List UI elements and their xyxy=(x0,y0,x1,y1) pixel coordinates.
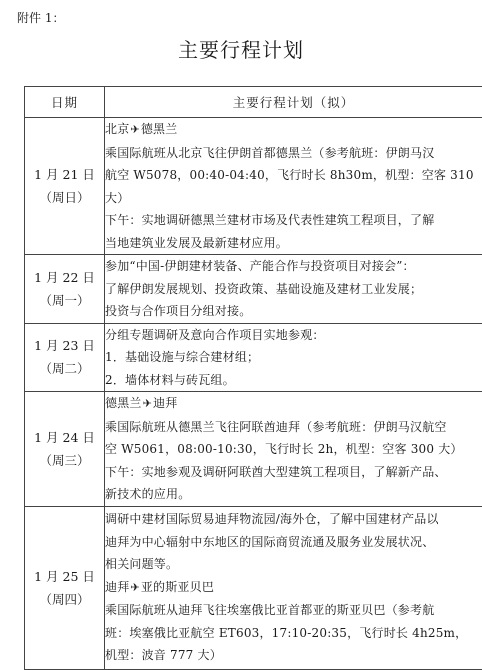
plan-cell xyxy=(105,255,482,324)
plan-line: 班：埃塞俄比亚航空 ET603，17:10-20:35，飞行时长 4h25m， xyxy=(105,622,482,645)
airplane-icon: ✈ xyxy=(130,577,139,600)
plan-line: 乘国际航班从德黑兰飞往阿联酋迪拜（参考航班：伊朗马汉航空 xyxy=(105,416,482,439)
table-row xyxy=(25,118,482,255)
plan-line: 2．墙体材料与砖瓦组。 xyxy=(105,369,482,392)
plan-line: 1．基础设施与综合建材组； xyxy=(105,346,482,369)
plan-cell xyxy=(105,506,482,669)
route-to: 德黑兰 xyxy=(141,122,178,136)
plan-line: 下午：实地调研德黑兰建材市场及代表性建筑工程项目，了解 xyxy=(105,209,482,232)
airplane-icon: ✈ xyxy=(130,119,139,142)
plan-line: 乘国际航班从迪拜飞往埃塞俄比亚首都亚的斯亚贝巴（参考航 xyxy=(105,599,482,622)
route-line xyxy=(105,392,482,416)
plan-line: 投资与合作项目分组对接。 xyxy=(105,300,482,323)
plan-cell xyxy=(105,392,482,507)
date-text: 1 月 25 日 xyxy=(25,565,104,588)
date-text: 1 月 22 日 xyxy=(25,266,104,289)
route-from: 北京 xyxy=(105,122,129,136)
table-header-row xyxy=(25,87,482,118)
route-from: 迪拜 xyxy=(105,580,129,594)
plan-line: 乘国际航班从北京飞往伊朗首都德黑兰（参考航班：伊朗马汉 xyxy=(105,142,482,165)
plan-line: 当地建筑业发展及最新建材应用。 xyxy=(105,232,482,255)
date-cell xyxy=(25,506,105,669)
plan-line: 航空 W5078，00:40-04:40，飞行时长 8h30m，机型：空客 310 xyxy=(105,164,482,187)
plan-line: 下午：实地参观及调研阿联酋大型建筑工程项目，了解新产品、 xyxy=(105,461,482,484)
weekday-text: （周四） xyxy=(25,588,104,611)
route-line xyxy=(105,576,482,600)
weekday-text: （周三） xyxy=(25,449,104,472)
plan-cell xyxy=(105,323,482,392)
plan-line: 空 W5061，08:00-10:30，飞行时长 2h，机型：空客 300 大） xyxy=(105,438,482,461)
date-text: 1 月 24 日 xyxy=(25,426,104,449)
page-title: 主要行程计划 xyxy=(0,36,482,64)
date-text: 1 月 23 日 xyxy=(25,334,104,357)
plan-line: 大） xyxy=(105,187,482,210)
plan-cell xyxy=(105,118,482,255)
plan-line: 分组专题调研及意向合作项目实地参观： xyxy=(105,324,482,347)
plan-line: 参加“中国-伊朗建材装备、产能合作与投资项目对接会”： xyxy=(105,255,482,278)
header-date: 日期 xyxy=(25,87,105,118)
table-row xyxy=(25,392,482,507)
plan-line: 机型：波音 777 大） xyxy=(105,644,482,667)
route-from: 德黑兰 xyxy=(105,396,142,410)
date-cell xyxy=(25,392,105,507)
plan-line: 新技术的应用。 xyxy=(105,483,482,506)
header-plan: 主要行程计划（拟） xyxy=(105,87,482,118)
plan-line: 调研中建材国际贸易迪拜物流园/海外仓，了解中国建材产品以 xyxy=(105,508,482,531)
date-cell xyxy=(25,255,105,324)
airplane-icon: ✈ xyxy=(143,393,152,416)
date-cell xyxy=(25,118,105,255)
plan-line: 了解伊朗发展规划、投资政策、基础设施及建材工业发展； xyxy=(105,278,482,301)
date-cell xyxy=(25,323,105,392)
table-row xyxy=(25,506,482,669)
route-to: 亚的斯亚贝巴 xyxy=(141,580,214,594)
itinerary-table xyxy=(24,86,482,670)
route-to: 迪拜 xyxy=(153,396,177,410)
weekday-text: （周一） xyxy=(25,289,104,312)
weekday-text: （周日） xyxy=(25,186,104,209)
weekday-text: （周二） xyxy=(25,357,104,380)
route-line xyxy=(105,118,482,142)
attachment-label: 附件 1： xyxy=(17,10,64,26)
date-text: 1 月 21 日 xyxy=(25,163,104,186)
table-row xyxy=(25,323,482,392)
plan-line: 相关问题等。 xyxy=(105,553,482,576)
table-row xyxy=(25,255,482,324)
plan-line: 迪拜为中心辐射中东地区的国际商贸流通及服务业发展状况、 xyxy=(105,531,482,554)
